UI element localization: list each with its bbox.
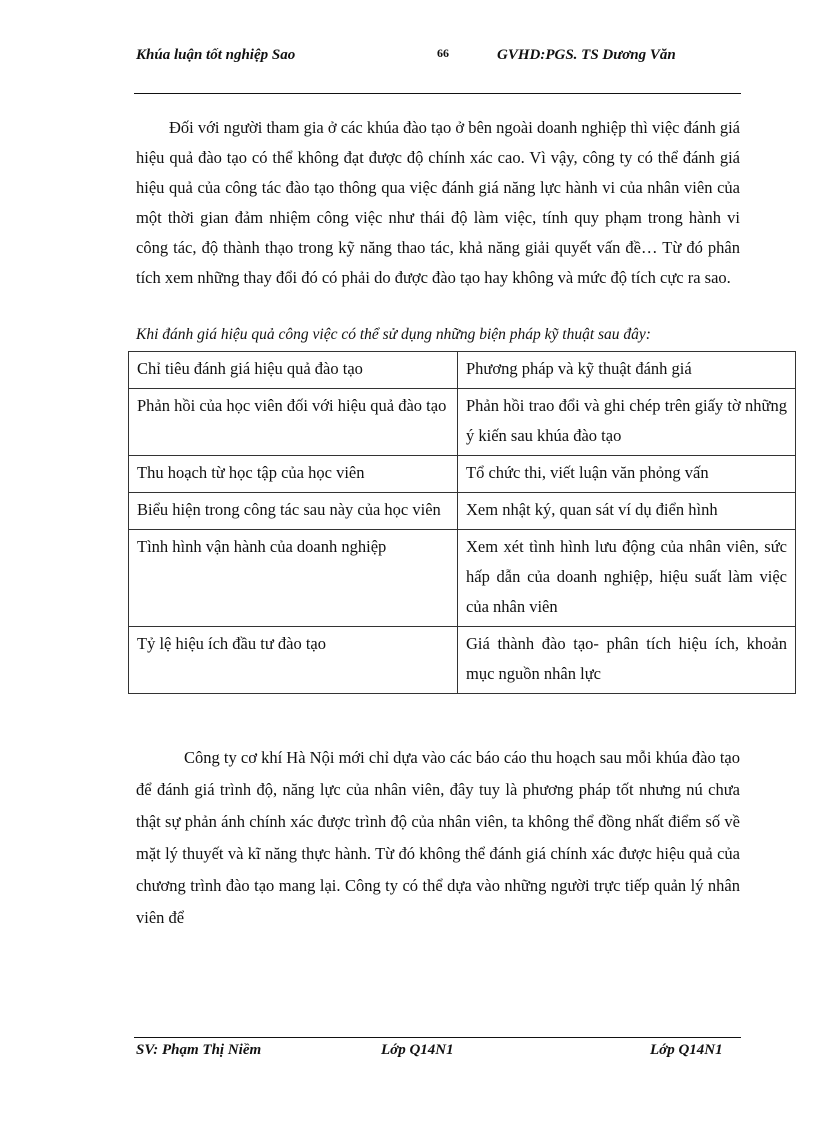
footer-student-name: SV: Phạm Thị Niềm — [136, 1042, 262, 1058]
table-caption: Khi đánh giá hiệu quả công việc có thể sử dụng những biện pháp kỹ thuật sau đây: — [136, 326, 651, 343]
table-row — [129, 627, 796, 694]
table-cell-method: Xem nhật ký, quan sát ví dụ điển hình — [458, 493, 796, 530]
header-advisor: GVHD:PGS. TS Dương Văn — [497, 47, 676, 63]
header-divider — [134, 93, 741, 94]
evaluation-table — [128, 351, 796, 694]
table-cell-criterion: Thu hoạch từ học tập của học viên — [129, 456, 458, 493]
table-row — [129, 493, 796, 530]
footer-class-right: Lớp Q14N1 — [650, 1042, 723, 1058]
table-row — [129, 530, 796, 627]
table-cell-method: Giá thành đào tạo- phân tích hiệu ích, khoản mục nguồn nhân lực — [458, 627, 796, 694]
table-cell-method: Xem xét tình hình lưu động của nhân viên, sức hấp dẫn của doanh nghiệp, hiệu suất làm việc của nhân viên — [458, 530, 796, 627]
table-cell-criterion: Biểu hiện trong công tác sau này của học viên — [129, 493, 458, 530]
table-cell-criterion: Phản hồi của học viên đối với hiệu quả đào tạo — [129, 389, 458, 456]
table-cell-method: Tổ chức thi, viết luận văn phỏng vấn — [458, 456, 796, 493]
header-thesis-title: Khúa luận tốt nghiệp Sao — [136, 47, 296, 63]
table-cell-method: Phản hồi trao đổi và ghi chép trên giấy tờ những ý kiến sau khúa đào tạo — [458, 389, 796, 456]
table-row — [129, 456, 796, 493]
body-paragraph-2: Công ty cơ khí Hà Nội mới chỉ dựa vào các báo cáo thu hoạch sau mỗi khúa đào tạo để đánh giá trình độ, năng lực của nhân viên, đây tuy là phương pháp tốt nhưng nú chưa thật sự phản ánh chính xác được trình độ của nhân viên, ta không thể đồng nhất điểm số về mặt lý thuyết và kĩ năng thực hành. Từ đó không thể đánh giá chính xác được hiệu quả của chương trình đào tạo mang lại. Công ty có thể dựa vào những người trực tiếp quản lý nhân viên để — [136, 748, 740, 927]
footer-class-center: Lớp Q14N1 — [381, 1042, 454, 1058]
page-number: 66 — [437, 46, 449, 60]
table-row — [129, 352, 796, 389]
table-cell-method: Phương pháp và kỹ thuật đánh giá — [458, 352, 796, 389]
table-row — [129, 389, 796, 456]
table-cell-criterion: Chỉ tiêu đánh giá hiệu quả đào tạo — [129, 352, 458, 389]
footer-divider — [134, 1037, 741, 1038]
table-cell-criterion: Tình hình vận hành của doanh nghiệp — [129, 530, 458, 627]
table-cell-criterion: Tỷ lệ hiệu ích đầu tư đào tạo — [129, 627, 458, 694]
body-paragraph-1: Đối với người tham gia ở các khúa đào tạo ở bên ngoài doanh nghiệp thì việc đánh giá hiệu quả đào tạo có thể không đạt được độ chính xác cao. Vì vậy, công ty có thể đánh giá hiệu quả của công tác đào tạo thông qua việc đánh giá năng lực hành vi của nhân viên của một thời gian đảm nhiệm công việc như thái độ làm việc, tính quy phạm trong hành vi công tác, độ thành thạo trong kỹ năng thao tác, khả năng giải quyết vấn đề… Từ đó phân tích xem những thay đổi đó có phải do được đào tạo hay không và mức độ tích cực ra sao. — [136, 118, 740, 287]
